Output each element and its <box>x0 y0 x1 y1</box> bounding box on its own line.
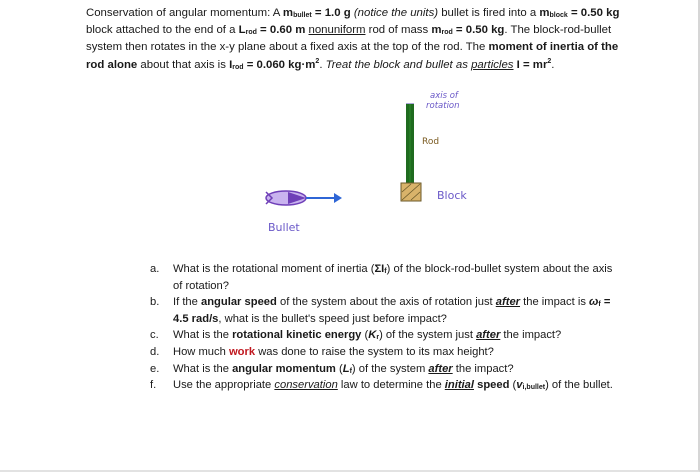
question-label: c. <box>150 329 159 342</box>
axis-label-line2: rotation <box>426 101 460 111</box>
notice-units: (notice the units) <box>350 7 439 19</box>
m-rod: $m_{rod} = 0.50$ kg <box>431 24 505 37</box>
question-label: e. <box>150 362 160 375</box>
question-text: What is the rotational kinetic energy $(K_r)$ of the system just after the impact? <box>173 329 562 342</box>
particles-word: particles <box>471 58 514 71</box>
questions-list <box>150 261 620 394</box>
axis-label-line1: axis of <box>430 91 458 101</box>
question-text: What is the angular momentum $(L_f)$ of the system after the impact? <box>173 362 514 375</box>
question-label: a. <box>150 263 160 275</box>
block-label: Block <box>437 189 467 202</box>
treat-particles: Treat the block and bullet as <box>325 58 472 71</box>
question-text: If the angular speed of the system about the axis of rotation just after the impact is $\omega_f = 4.5$ rad/s, what is the bullet's speed just before impact? <box>173 296 611 325</box>
inertia-formula: $I = mr^2$ <box>513 57 552 71</box>
question-f <box>150 377 620 394</box>
m-bullet: $m_{bullet} = 1.0$ g <box>282 7 351 19</box>
nonuniform-word: nonuniform <box>308 24 366 37</box>
intro-text: Conservation of angular momentum: A <box>86 7 283 19</box>
question-label: f. <box>150 379 157 392</box>
question-label: b. <box>150 296 160 309</box>
bullet-label: Bullet <box>268 221 300 234</box>
question-e <box>150 361 620 378</box>
i-rod: $I_{rod} = 0.060$ $kg\cdot m^2$ <box>229 57 320 71</box>
problem-statement: Conservation of angular momentum: A $m_{bullet} = 1.0$ g (notice the units) bullet is fired into a $m_{block} = 0.50$ kg block attached to the end of a $L_{rod} = 0.60$ m nonuniform rod of mass $m_{rod} = 0.50$ kg. The block-rod-bullet system then rotates in the x-y plane about a fixed axis at the top of the rod. The moment of inertia of the rod alone about that axis is $I_{rod} = 0.060$ $kg\cdot m^2$. Treat the block and bullet as particles $I = mr^2$. <box>86 7 620 71</box>
question-a <box>150 261 620 294</box>
l-rod: $L_{rod} = 0.60$ m <box>238 24 306 37</box>
question-b <box>150 294 620 327</box>
question-text: What is the rotational moment of inertia $(\Sigma I_f)$ of the block-rod-bullet system about the axis of rotation? <box>173 263 613 292</box>
moment-phrase: moment of inertia of the rod alone <box>86 41 619 71</box>
question-text: How much work was done to raise the system to its max height? <box>173 345 494 358</box>
rod-label: Rod <box>422 137 440 147</box>
question-d <box>150 344 620 361</box>
question-label: d. <box>150 345 160 358</box>
velocity-arrow-head <box>334 193 342 203</box>
question-c <box>150 327 620 344</box>
question-text: Use the appropriate conservation law to determine the initial speed $(v_{i,bullet})$ of the bullet. <box>173 379 613 392</box>
m-block: $m_{block} = 0.50$ kg <box>539 7 620 19</box>
